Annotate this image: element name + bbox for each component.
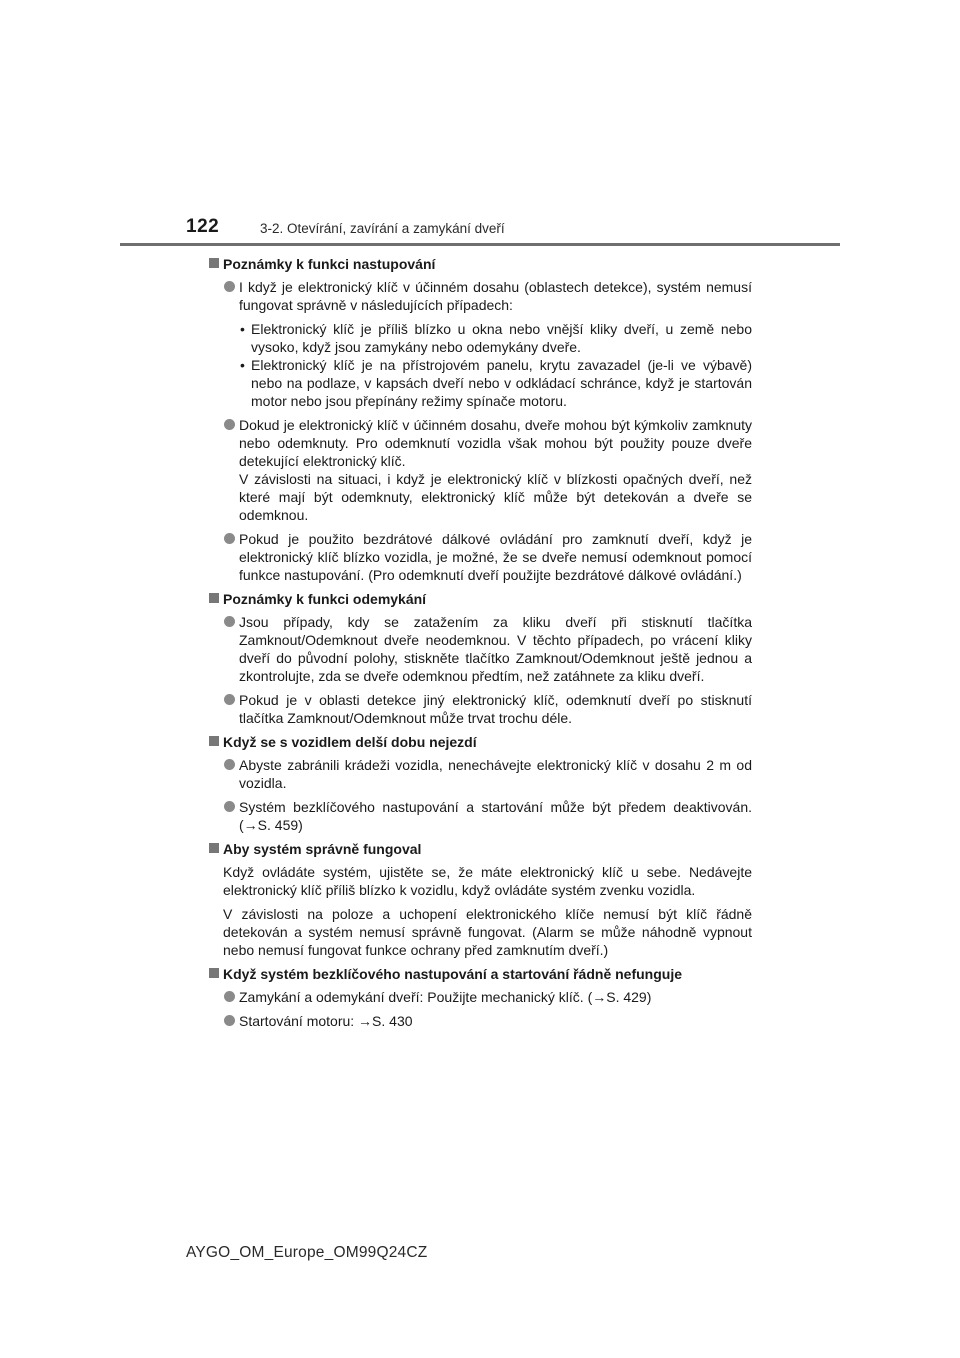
section-heading: Poznámky k funkci nastupování bbox=[209, 255, 752, 273]
circle-bullet-icon bbox=[224, 801, 235, 812]
circle-bullet-icon bbox=[224, 759, 235, 770]
dot-bullet-icon: • bbox=[240, 357, 245, 373]
sub-list bbox=[209, 320, 752, 410]
list-item: Abyste zabránili krádeži vozidla, nenechávejte elektronický klíč v dosahu 2 m od vozidla. bbox=[209, 756, 752, 792]
header-divider bbox=[120, 243, 840, 246]
square-bullet-icon bbox=[209, 843, 219, 853]
sub-item: • Elektronický klíč je příliš blízko u okna nebo vnější kliky dveří, u země nebo vysoko, když jsou zamykány nebo odemykány dveře. bbox=[240, 321, 752, 355]
section-heading: Když se s vozidlem delší dobu nejezdí bbox=[209, 733, 752, 751]
square-bullet-icon bbox=[209, 968, 219, 978]
list-item: Zamykání a odemykání dveří: Použijte mechanický klíč. (→S. 429) bbox=[209, 988, 752, 1006]
circle-bullet-icon bbox=[224, 1015, 235, 1026]
section-title: 3-2. Otevírání, zavírání a zamykání dveří bbox=[260, 221, 505, 236]
circle-bullet-icon bbox=[224, 991, 235, 1002]
square-bullet-icon bbox=[209, 258, 219, 268]
list-item: Dokud je elektronický klíč v účinném dosahu, dveře mohou být kýmkoliv zamknuty nebo odemknuty. Pro odemknutí vozidla však mohou být použity pouze dveře detekující elektronický klíč. V závislosti na situaci, i když je elektronický klíč v blízkosti opačných dveří, než které mají být odemknuty, elektronický klíč může být detekován a dveře se odemknou. bbox=[209, 416, 752, 524]
circle-bullet-icon bbox=[224, 694, 235, 705]
list-item: Pokud je použito bezdrátové dálkové ovládání pro zamknutí dveří, když je elektronický klíč blízko vozidla, je možné, že se dveře nemusí odemknout pomocí funkce nastupování. (Pro odemknutí dveří použijte bezdrátové dálkové ovládání.) bbox=[209, 530, 752, 584]
dot-bullet-icon: • bbox=[240, 321, 245, 337]
circle-bullet-icon bbox=[224, 616, 235, 627]
paragraph: V závislosti na poloze a uchopení elektronického klíče nemusí být klíč řádně detekován a systém nemusí správně fungovat. (Alarm se může náhodně vypnout nebo nemusí fungovat funkce ochrany před zamknutím dveří.) bbox=[223, 906, 752, 958]
list-item: I když je elektronický klíč v účinném dosahu (oblastech detekce), systém nemusí fungovat správně v následujících případech: bbox=[209, 278, 752, 314]
section-heading: Aby systém správně fungoval bbox=[209, 840, 752, 858]
page-number: 122 bbox=[186, 216, 220, 237]
list-item: Startování motoru: →S. 430 bbox=[209, 1012, 752, 1030]
circle-bullet-icon bbox=[224, 281, 235, 292]
list-item: Pokud je v oblasti detekce jiný elektronický klíč, odemknutí dveří po stisknutí tlačítka Zamknout/Odemknout může trvat trochu déle. bbox=[209, 691, 752, 727]
sub-item: • Elektronický klíč je na přístrojovém panelu, krytu zavazadel (je-li ve výbavě) nebo na podlaze, v kapsách dveří nebo v odkládací schránce, když je startován motor nebo jsou přepínány režimy spínače motoru. bbox=[240, 357, 752, 409]
section-heading: Když systém bezklíčového nastupování a startování řádně nefunguje bbox=[209, 965, 752, 983]
square-bullet-icon bbox=[209, 736, 219, 746]
list-item: Systém bezklíčového nastupování a startování může být předem deaktivován. (→S. 459) bbox=[209, 798, 752, 834]
document-id: AYGO_OM_Europe_OM99Q24CZ bbox=[186, 1244, 428, 1261]
circle-bullet-icon bbox=[224, 533, 235, 544]
circle-bullet-icon bbox=[224, 419, 235, 430]
list-item: Jsou případy, kdy se zatažením za kliku dveří při stisknutí tlačítka Zamknout/Odemknout dveře neodemknou. V těchto případech, po vrácení kliky dveří do původní polohy, stiskněte tlačítko Zamknout/Odemknout ještě jednou a zkontrolujte, zda se dveře odemknou předtím, než zatáhnete za kliku dveří. bbox=[209, 613, 752, 685]
page-content bbox=[209, 255, 752, 1036]
square-bullet-icon bbox=[209, 593, 219, 603]
paragraph: Když ovládáte systém, ujistěte se, že máte elektronický klíč u sebe. Nedávejte elektronický klíč příliš blízko k vozidlu, když ovládáte systém zvenku vozidla. bbox=[223, 864, 752, 898]
section-heading: Poznámky k funkci odemykání bbox=[209, 590, 752, 608]
